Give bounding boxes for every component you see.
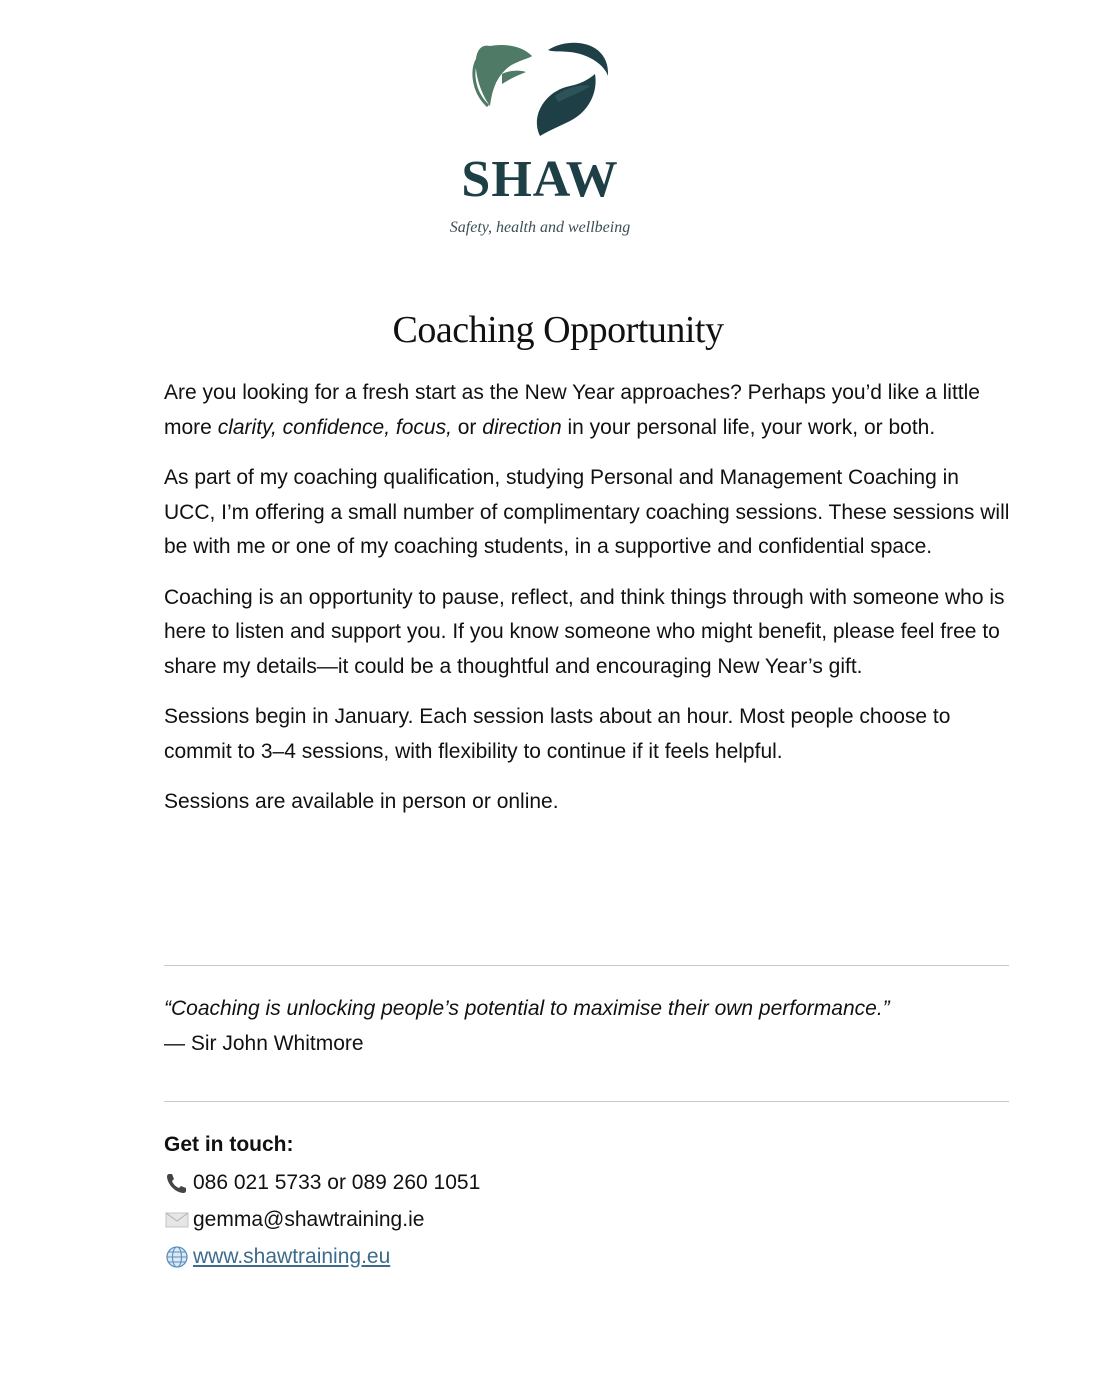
globe-icon (164, 1244, 190, 1270)
paragraph-availability: Sessions are available in person or online. (164, 790, 559, 813)
quote-author: — Sir John Whitmore (164, 1031, 364, 1055)
page-title: Coaching Opportunity (392, 309, 724, 351)
divider-top (164, 965, 1009, 966)
paragraph-intro: Are you looking for a fresh start as the New Year approaches? Perhaps you’d like a little more clarity, confidence, focus, or direction in your personal life, your work, or both. (164, 381, 980, 439)
logo (430, 36, 650, 246)
paragraph-sessions: Sessions begin in January. Each session lasts about an hour. Most people choose to commit to 3–4 sessions, with flexibility to continue if it feels helpful. (164, 705, 951, 763)
contact-phone-row (164, 1164, 1010, 1201)
contact-section (164, 1128, 1010, 1275)
body-text (164, 376, 1010, 836)
envelope-icon (164, 1207, 190, 1233)
quote-text: “Coaching is unlocking people’s potential to maximise their own performance.” (164, 997, 890, 1020)
quote-block (164, 992, 1010, 1061)
leaf-hand-logo-icon (430, 36, 650, 146)
brand-name: SHAW (461, 151, 619, 208)
paragraph-opportunity: Coaching is an opportunity to pause, reflect, and think things through with someone who is here to listen and support you. If you know someone who might benefit, please feel free to share my details—it could be a thoughtful and encouraging New Year’s gift. (164, 585, 1005, 678)
contact-website-row (164, 1238, 1010, 1275)
contact-email-row (164, 1201, 1010, 1238)
brand-tagline: Safety, health and wellbeing (449, 219, 631, 236)
phone-icon (164, 1170, 190, 1196)
contact-heading: Get in touch: (164, 1133, 294, 1156)
divider-bottom (164, 1101, 1009, 1102)
contact-phone: 086 021 5733 or 089 260 1051 (193, 1170, 481, 1194)
contact-email[interactable]: gemma@shawtraining.ie (193, 1207, 425, 1231)
website-link[interactable]: www.shawtraining.eu (193, 1244, 391, 1268)
paragraph-qualification: As part of my coaching qualification, studying Personal and Management Coaching in UCC, I’m offering a small number of complimentary coaching sessions. These sessions will be with me or one of my coaching students, in a supportive and confidential space. (164, 466, 1010, 558)
